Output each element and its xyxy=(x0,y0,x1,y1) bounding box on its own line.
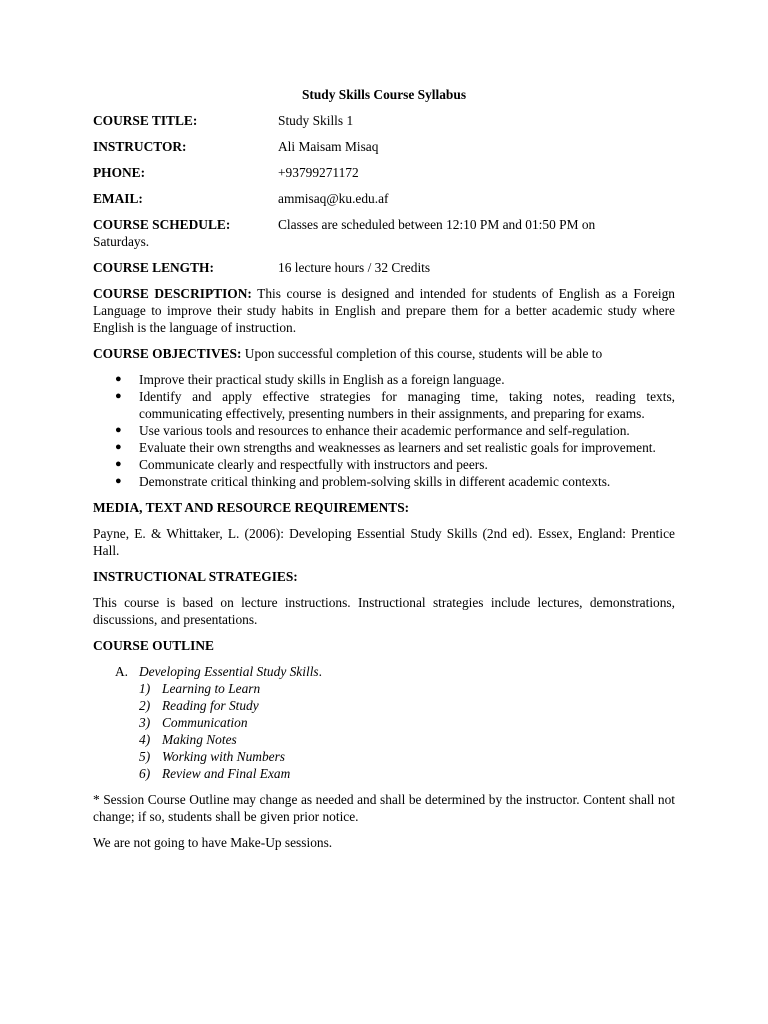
list-item xyxy=(93,388,675,422)
objective-text: Demonstrate critical thinking and problem-solving skills in different academic contexts. xyxy=(139,474,611,489)
bullet-icon: ● xyxy=(115,458,122,470)
document-title: Study Skills Course Syllabus xyxy=(301,87,467,102)
info-value: ammisaq@ku.edu.af xyxy=(278,191,389,206)
info-row-instructor xyxy=(93,138,675,155)
objective-text: Evaluate their own strengths and weaknesses as learners and set realistic goals for improvement. xyxy=(139,440,656,455)
item-number: 3) xyxy=(139,715,151,730)
item-text: Learning to Learn xyxy=(162,681,261,696)
info-label: COURSE TITLE: xyxy=(93,113,198,128)
objectives-list xyxy=(93,371,675,490)
bullet-icon: ● xyxy=(115,373,122,385)
info-row-length xyxy=(93,259,675,276)
info-row-schedule xyxy=(93,216,675,250)
outline-unit xyxy=(93,663,675,680)
info-value: +93799271172 xyxy=(278,165,359,180)
item-text: Working with Numbers xyxy=(162,749,286,764)
list-item xyxy=(93,697,675,714)
list-item xyxy=(93,765,675,782)
objective-text: Improve their practical study skills in English as a foreign language. xyxy=(139,372,505,387)
info-label: EMAIL: xyxy=(93,191,143,206)
item-text: Making Notes xyxy=(162,732,237,747)
list-item xyxy=(93,371,675,388)
info-value: 16 lecture hours / 32 Credits xyxy=(278,260,431,275)
info-value-continuation: Saturdays. xyxy=(93,234,150,249)
info-label: PHONE: xyxy=(93,165,146,180)
bullet-icon: ● xyxy=(115,424,122,436)
list-item xyxy=(93,680,675,697)
item-text: Review and Final Exam xyxy=(162,766,291,781)
description-label: COURSE DESCRIPTION: xyxy=(93,286,252,301)
info-row-email xyxy=(93,190,675,207)
objective-text: Communicate clearly and respectfully with instructors and peers. xyxy=(139,457,488,472)
list-item xyxy=(93,473,675,490)
bullet-icon: ● xyxy=(115,390,122,402)
objectives-text: Upon successful completion of this course, students will be able to xyxy=(241,346,603,361)
outline-note: * Session Course Outline may change as needed and shall be determined by the instructor. Content shall not change; if so, students shall be given prior notice. xyxy=(93,792,675,824)
objectives-label: COURSE OBJECTIVES: xyxy=(93,346,242,361)
info-value: Study Skills 1 xyxy=(278,113,354,128)
info-label: INSTRUCTOR: xyxy=(93,139,187,154)
unit-letter: A. xyxy=(115,664,129,679)
item-text: Communication xyxy=(162,715,248,730)
item-number: 6) xyxy=(139,766,151,781)
item-number: 2) xyxy=(139,698,151,713)
strategies-heading: INSTRUCTIONAL STRATEGIES: xyxy=(93,569,298,584)
info-value: Classes are scheduled between 12:10 PM and 01:50 PM on xyxy=(278,217,596,232)
item-text: Reading for Study xyxy=(162,698,259,713)
item-number: 1) xyxy=(139,681,151,696)
list-item xyxy=(93,748,675,765)
outline-heading: COURSE OUTLINE xyxy=(93,638,214,653)
info-label: COURSE LENGTH: xyxy=(93,260,214,275)
bullet-icon: ● xyxy=(115,475,122,487)
info-value: Ali Maisam Misaq xyxy=(278,139,379,154)
media-heading: MEDIA, TEXT AND RESOURCE REQUIREMENTS: xyxy=(93,500,410,515)
item-number: 5) xyxy=(139,749,151,764)
syllabus-page xyxy=(93,86,675,860)
objective-text: Use various tools and resources to enhance their academic performance and self-regulation. xyxy=(139,423,630,438)
course-outline xyxy=(93,663,675,782)
unit-title: Developing Essential Study Skills xyxy=(139,664,319,679)
course-description xyxy=(93,285,675,336)
list-item xyxy=(93,714,675,731)
media-text: Payne, E. & Whittaker, L. (2006): Developing Essential Study Skills (2nd ed). Essex, England: Prentice Hall. xyxy=(93,526,675,558)
info-row-course-title xyxy=(93,112,675,129)
list-item xyxy=(93,456,675,473)
info-row-phone xyxy=(93,164,675,181)
item-number: 4) xyxy=(139,732,151,747)
makeup-note: We are not going to have Make-Up sessions. xyxy=(93,835,333,850)
strategies-text: This course is based on lecture instructions. Instructional strategies include lectures, demonstrations, discussions, and presentations. xyxy=(93,595,675,627)
unit-title-period: . xyxy=(318,664,322,679)
list-item xyxy=(93,731,675,748)
course-objectives-intro xyxy=(93,345,675,362)
description-text: This course is designed and intended for students of English as a Foreign Language to improve their study habits in English and prepare them for a better academic study where English is the language of instruction. xyxy=(93,286,675,335)
list-item xyxy=(93,439,675,456)
objective-text: Identify and apply effective strategies for managing time, taking notes, reading texts, communicating effectively, presenting numbers in their assignments, and preparing for exams. xyxy=(139,389,675,421)
info-label: COURSE SCHEDULE: xyxy=(93,217,231,232)
outline-list xyxy=(93,680,675,782)
bullet-icon: ● xyxy=(115,441,122,453)
list-item xyxy=(93,422,675,439)
